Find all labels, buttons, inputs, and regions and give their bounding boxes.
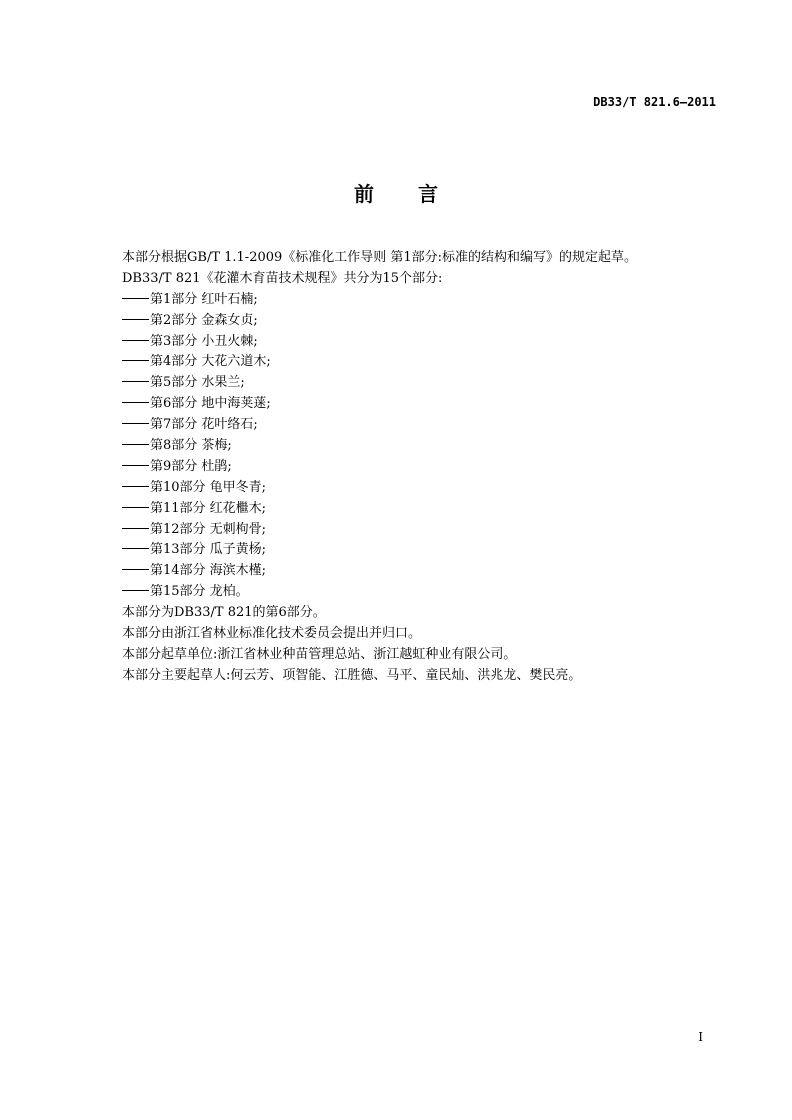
dash-icon [122,423,149,424]
dash-icon [122,402,149,403]
part-list-item [122,394,722,415]
dash-icon [122,569,149,570]
dash-icon [122,444,149,445]
page-number: I [698,1030,703,1044]
dash-icon [122,590,149,591]
part-list-item [122,540,722,561]
part-list-item [122,478,722,499]
part-list-item-text: 第10部分 龟甲冬青; [150,479,267,495]
intro-line: 本部分根据GB/T 1.1-2009《标准化工作导则 第1部分:标准的结构和编写》的规定起草。 [122,250,638,265]
dash-icon [122,548,149,549]
dash-icon [122,298,149,299]
dash-icon [122,528,149,529]
dash-icon [122,507,149,508]
part-list-item [122,561,722,582]
dash-icon [122,319,149,320]
part-list-item [122,457,722,478]
title-char-1: 前 [354,182,374,206]
part-list-item-text: 第9部分 杜鹃; [150,458,232,474]
part-list-item [122,311,722,332]
closing-line: 本部分起草单位:浙江省林业种苗管理总站、浙江越虹种业有限公司。 [122,646,517,662]
part-list-item [122,436,722,457]
part-list-item-text: 第13部分 瓜子黄杨; [150,542,267,558]
page-title [0,178,792,207]
part-list-item [122,352,722,373]
part-list-item [122,582,722,603]
closing-line: 本部分为DB33/T 821的第6部分。 [122,605,326,621]
document-code: DB33/T 821.6—2011 [593,95,716,109]
part-list-item-text: 第12部分 无刺枸骨; [150,521,267,537]
part-list-item [122,373,722,394]
part-list-item-text: 第5部分 水果兰; [150,375,245,391]
part-list-item-text: 第1部分 红叶石楠; [150,291,258,307]
part-list-item [122,332,722,353]
part-list-item-text: 第2部分 金森女贞; [150,312,258,328]
part-list-item-text: 第3部分 小丑火棘; [150,333,258,349]
dash-icon [122,465,149,466]
part-list-item-text: 第4部分 大花六道木; [150,354,271,370]
part-list-item [122,415,722,436]
part-list-item [122,520,722,541]
part-list-item-text: 第7部分 花叶络石; [150,417,258,433]
foreword-body [122,248,722,687]
part-list-item-text: 第15部分 龙柏。 [150,584,249,600]
dash-icon [122,360,149,361]
closing-line: 本部分主要起草人:何云芳、项智能、江胜德、马平、童民灿、洪兆龙、樊民亮。 [122,667,582,683]
dash-icon [122,340,149,341]
dash-icon [122,486,149,487]
dash-icon [122,381,149,382]
closing-line: 本部分由浙江省林业标准化技术委员会提出并归口。 [122,626,422,642]
part-list-item-text: 第11部分 红花檵木; [150,500,267,516]
title-char-2: 言 [418,182,438,206]
part-list-item-text: 第14部分 海滨木槿; [150,563,267,579]
part-list-item [122,290,722,311]
part-list-item-text: 第6部分 地中海荚蒾; [150,396,271,412]
part-list-item [122,499,722,520]
part-list-item-text: 第8部分 茶梅; [150,438,232,454]
intro-line: DB33/T 821《花灌木育苗技术规程》共分为15个部分: [122,270,443,286]
